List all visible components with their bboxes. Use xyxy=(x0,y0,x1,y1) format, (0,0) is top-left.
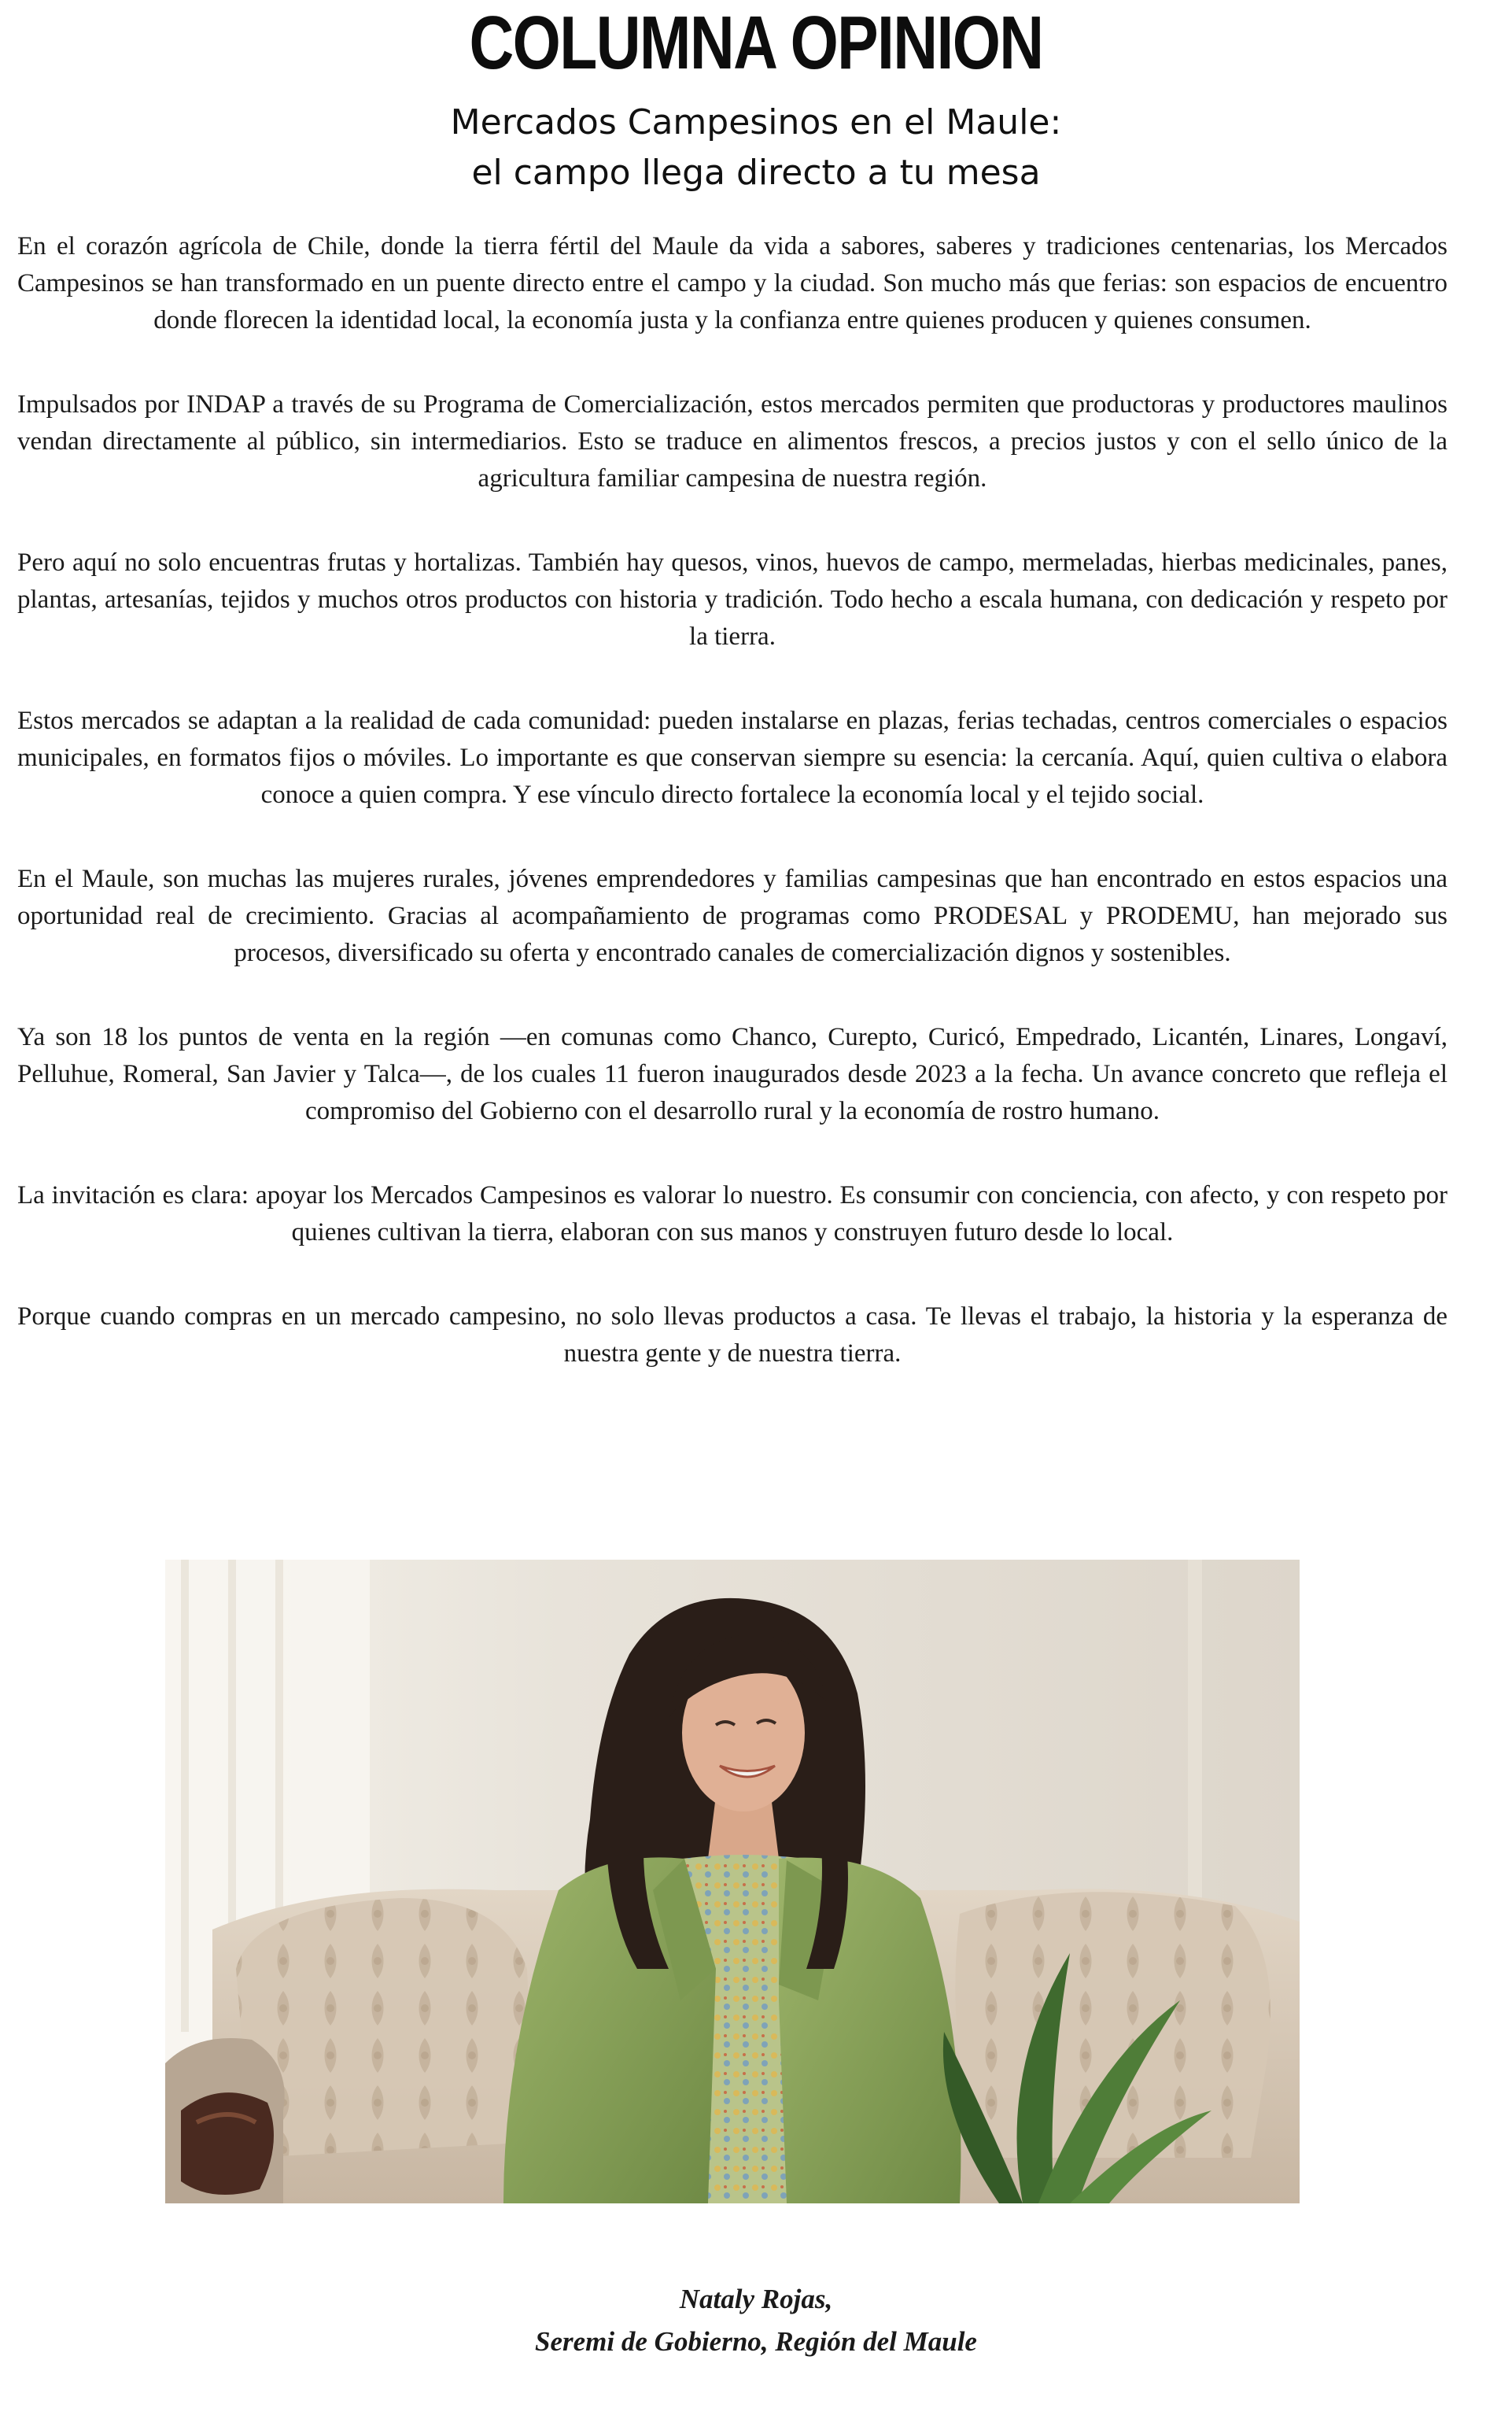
article-paragraph: Pero aquí no solo encuentras frutas y hortalizas. También hay quesos, vinos, huevos de campo, mermeladas, hierbas medicinales, panes, plantas, artesanías, tejidos y muchos otros productos con historia y tradición. Todo hecho a escala humana, con dedicación y respeto por la tierra. xyxy=(17,548,1447,651)
column-title: COLUMNA OPINION xyxy=(469,1,1043,85)
article-paragraph: En el corazón agrícola de Chile, donde la tierra fértil del Maule da vida a sabores, saberes y tradiciones centenarias, los Mercados Campesinos se han transformado en un puente directo entre el campo y la ciudad. Son mucho más que ferias: son espacios de encuentro donde florecen la identidad local, la economía justa y la confianza entre quienes producen y quienes consumen. xyxy=(17,232,1447,334)
author-name: Nataly Rojas, xyxy=(679,2284,833,2314)
article-paragraph: En el Maule, son muchas las mujeres rurales, jóvenes emprendedores y familias campesinas que han encontrado en estos espacios una oportunidad real de crecimiento. Gracias al acompañamiento de programas como PRODESAL y PRODEMU, han mejorado sus procesos, diversificado su oferta y encontrado canales de comercialización dignos y sostenibles. xyxy=(17,865,1447,967)
article-paragraph: Impulsados por INDAP a través de su Programa de Comercialización, estos mercados permiten que productoras y productores maulinos vendan directamente al público, sin intermediarios. Esto se traduce en alimentos frescos, a precios justos y con el sello único de la agricultura familiar campesina de nuestra región. xyxy=(17,390,1447,493)
author-photo xyxy=(165,1560,1300,2203)
author-signature xyxy=(0,2278,1512,2363)
author-photo-illustration xyxy=(165,1560,1300,2203)
article-paragraph: La invitación es clara: apoyar los Mercados Campesinos es valorar lo nuestro. Es consumir con conciencia, con afecto, y con respeto por quienes cultivan la tierra, elaboran con sus manos y construyen futuro desde lo local. xyxy=(17,1181,1447,1246)
subtitle-line-1: Mercados Campesinos en el Maule: xyxy=(450,102,1062,142)
article-paragraph: Porque cuando compras en un mercado campesino, no solo llevas productos a casa. Te llevas el trabajo, la historia y la esperanza de nuestra gente y de nuestra tierra. xyxy=(17,1302,1447,1368)
subtitle-line-2: el campo llega directo a tu mesa xyxy=(471,153,1041,193)
article-paragraph: Ya son 18 los puntos de venta en la región —en comunas como Chanco, Curepto, Curicó, Empedrado, Licantén, Linares, Longaví, Pelluhue, Romeral, San Javier y Talca—, de los cuales 11 fueron inaugurados desde 2023 a la fecha. Un avance concreto que refleja el compromiso del Gobierno con el desarrollo rural y la economía de rostro humano. xyxy=(17,1023,1447,1125)
article-subtitle xyxy=(0,98,1512,198)
article-paragraph: Estos mercados se adaptan a la realidad de cada comunidad: pueden instalarse en plazas, ferias techadas, centros comerciales o espacios municipales, en formatos fijos o móviles. Lo importante es que conservan siempre su esencia: la cercanía. Aquí, quien cultiva o elabora conoce a quien compra. Y ese vínculo directo fortalece la economía local y el tejido social. xyxy=(17,707,1447,809)
author-role: Seremi de Gobierno, Región del Maule xyxy=(535,2326,977,2357)
article-body xyxy=(17,228,1447,1420)
